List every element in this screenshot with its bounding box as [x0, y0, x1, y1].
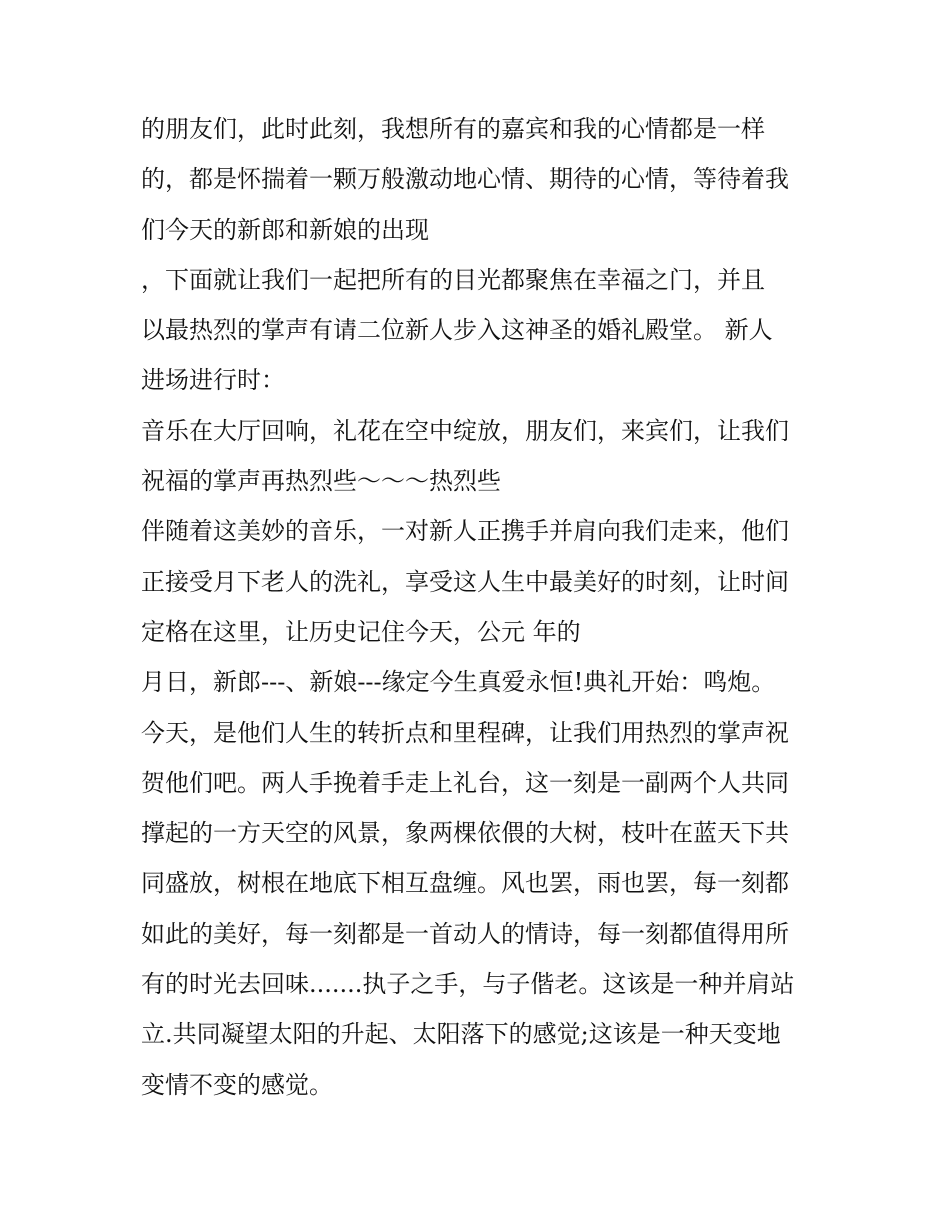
body-text — [141, 104, 821, 1110]
text-line: 有的时光去回味.......执子之手，与子偕老。这该是一种并肩站 — [141, 970, 795, 999]
text-line: 进场进行时： — [141, 366, 285, 395]
text-line: ，下面就让我们一起把所有的目光都聚焦在幸福之门，并且 — [141, 265, 765, 294]
text-line: 的朋友们，此时此刻，我想所有的嘉宾和我的心情都是一样 — [141, 115, 765, 143]
text-line: 今天，是他们人生的转折点和里程碑，让我们用热烈的掌声祝 — [141, 718, 789, 747]
text-line: 月日，新郎---、新娘---缘定今生真爱永恒!典礼开始：鸣炮。 — [141, 668, 776, 697]
text-line: 撑起的一方天空的风景，象两棵依偎的大树，枝叶在蓝天下共 — [141, 819, 789, 848]
text-line: 立.共同凝望太阳的升起、太阳落下的感觉;这该是一种天变地 — [141, 1020, 781, 1049]
text-line: 的，都是怀揣着一颗万般激动地心情、期待的心情，等待着我 — [141, 165, 789, 194]
text-line: 祝福的掌声再热烈些～～～热烈些 — [141, 467, 501, 496]
text-line: 同盛放，树根在地底下相互盘缠。风也罢，雨也罢，每一刻都 — [141, 869, 789, 898]
text-line: 音乐在大厅回响，礼花在空中绽放，朋友们，来宾们，让我们 — [141, 416, 789, 445]
text-line: 以最热烈的掌声有请二位新人步入这神圣的婚礼殿堂。 新人 — [141, 316, 773, 345]
text-line: 如此的美好，每一刻都是一首动人的情诗，每一刻都值得用所 — [141, 919, 789, 948]
text-line: 们今天的新郎和新娘的出现 — [141, 215, 429, 244]
text-line: 定格在这里，让历史记住今天，公元 年的 — [141, 617, 581, 646]
text-line: 伴随着这美妙的音乐，一对新人正携手并肩向我们走来，他们 — [141, 517, 789, 546]
text-line: 变情不变的感觉。 — [141, 1070, 333, 1099]
text-line: 贺他们吧。两人手挽着手走上礼台，这一刻是一副两个人共同 — [141, 768, 789, 797]
text-line: 正接受月下老人的洗礼，享受这人生中最美好的时刻，让时间 — [141, 567, 789, 596]
